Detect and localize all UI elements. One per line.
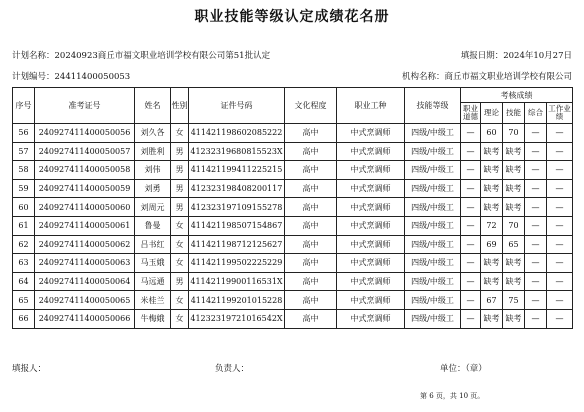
cell-work: — — [547, 291, 573, 310]
cell-overall: — — [525, 179, 547, 198]
table-row — [13, 235, 573, 254]
fill-date: 填报日期：2024年10月27日 — [460, 51, 572, 61]
cell-theory: 缺考 — [481, 142, 503, 161]
cell-job: 中式烹调师 — [337, 161, 405, 180]
cell-name: 牛梅娥 — [135, 309, 171, 328]
cell-theory: 60 — [481, 124, 503, 143]
cell-theory: 67 — [481, 291, 503, 310]
cell-name: 刘周元 — [135, 198, 171, 217]
cell-seq: 61 — [13, 216, 35, 235]
cell-edu: 高中 — [285, 198, 337, 217]
cell-level: 四级/中级工 — [405, 291, 461, 310]
cell-name: 刘勇 — [135, 179, 171, 198]
cell-job: 中式烹调师 — [337, 235, 405, 254]
cell-job: 中式烹调师 — [337, 291, 405, 310]
cell-edu: 高中 — [285, 179, 337, 198]
cell-theory: 缺考 — [481, 309, 503, 328]
table-row — [13, 272, 573, 291]
cell-edu: 高中 — [285, 235, 337, 254]
table-row — [13, 179, 573, 198]
cell-id: 411421199502225229 — [189, 254, 285, 273]
cell-level: 四级/中级工 — [405, 216, 461, 235]
cell-work: — — [547, 142, 573, 161]
cell-ethics: — — [461, 179, 481, 198]
cell-level: 四级/中级工 — [405, 179, 461, 198]
cell-ethics: — — [461, 142, 481, 161]
cell-seq: 66 — [13, 309, 35, 328]
cell-ethics: — — [461, 161, 481, 180]
cell-work: — — [547, 272, 573, 291]
cell-seq: 64 — [13, 272, 35, 291]
cell-theory: 72 — [481, 216, 503, 235]
cell-name: 马玉娥 — [135, 254, 171, 273]
cell-edu: 高中 — [285, 309, 337, 328]
cell-id: 411421198712125627 — [189, 235, 285, 254]
cell-gender: 女 — [171, 254, 189, 273]
table-row — [13, 142, 573, 161]
cell-skill: 缺考 — [503, 142, 525, 161]
cell-id: 41142119900116531X — [189, 272, 285, 291]
cell-id: 411421199411225215 — [189, 161, 285, 180]
cell-gender: 男 — [171, 142, 189, 161]
cell-edu: 高中 — [285, 142, 337, 161]
cell-ticket: 240927411400050058 — [35, 161, 135, 180]
cell-work: — — [547, 161, 573, 180]
header-ethics: 职业道德 — [461, 103, 481, 124]
cell-ticket: 240927411400050064 — [35, 272, 135, 291]
header-row-top — [13, 88, 573, 103]
table-row — [13, 124, 573, 143]
cell-work: — — [547, 235, 573, 254]
header-work: 工作业绩 — [547, 103, 573, 124]
cell-gender: 女 — [171, 235, 189, 254]
cell-name: 米桂兰 — [135, 291, 171, 310]
cell-edu: 高中 — [285, 124, 337, 143]
cell-ticket: 240927411400050060 — [35, 198, 135, 217]
cell-job: 中式烹调师 — [337, 216, 405, 235]
cell-level: 四级/中级工 — [405, 161, 461, 180]
cell-work: — — [547, 124, 573, 143]
cell-id: 411421198602085222 — [189, 124, 285, 143]
cell-id: 411421198507154867 — [189, 216, 285, 235]
page-title: 职业技能等级认定成绩花名册 — [194, 9, 390, 25]
cell-overall: — — [525, 124, 547, 143]
cell-theory: 缺考 — [481, 161, 503, 180]
cell-job: 中式烹调师 — [337, 309, 405, 328]
cell-ethics: — — [461, 198, 481, 217]
cell-overall: — — [525, 198, 547, 217]
cell-name: 马远通 — [135, 272, 171, 291]
header-id: 证件号码 — [189, 88, 285, 124]
cell-level: 四级/中级工 — [405, 142, 461, 161]
header-seq: 序号 — [13, 88, 35, 124]
cell-seq: 58 — [13, 161, 35, 180]
cell-id: 412323198408200117 — [189, 179, 285, 198]
table-row — [13, 291, 573, 310]
filler-label: 填报人： — [12, 364, 47, 374]
cell-id: 41232319680815523X — [189, 142, 285, 161]
cell-seq: 56 — [13, 124, 35, 143]
table-row — [13, 161, 573, 180]
cell-level: 四级/中级工 — [405, 235, 461, 254]
header-education: 文化程度 — [285, 88, 337, 124]
cell-job: 中式烹调师 — [337, 124, 405, 143]
cell-gender: 女 — [171, 291, 189, 310]
plan-name: 计划名称：20240923商丘市福文职业培训学校有限公司第51批认定 — [12, 51, 271, 61]
cell-level: 四级/中级工 — [405, 124, 461, 143]
cell-name: 刘胜利 — [135, 142, 171, 161]
cell-ethics: — — [461, 254, 481, 273]
cell-ticket: 240927411400050056 — [35, 124, 135, 143]
cell-id: 41232319721016542X — [189, 309, 285, 328]
unit-seal-label: 单位：（章） — [440, 364, 487, 374]
cell-seq: 57 — [13, 142, 35, 161]
cell-name: 刘久各 — [135, 124, 171, 143]
cell-job: 中式烹调师 — [337, 142, 405, 161]
cell-overall: — — [525, 272, 547, 291]
cell-work: — — [547, 198, 573, 217]
cell-edu: 高中 — [285, 291, 337, 310]
page-number: 第 6 页，共 10 页。 — [420, 392, 485, 400]
cell-ethics: — — [461, 124, 481, 143]
cell-gender: 男 — [171, 272, 189, 291]
cell-work: — — [547, 309, 573, 328]
header-name: 姓名 — [135, 88, 171, 124]
cell-overall: — — [525, 291, 547, 310]
table-row — [13, 198, 573, 217]
cell-ticket: 240927411400050063 — [35, 254, 135, 273]
cell-theory: 缺考 — [481, 179, 503, 198]
cell-id: 412323197109155278 — [189, 198, 285, 217]
cell-skill: 75 — [503, 291, 525, 310]
cell-skill: 65 — [503, 235, 525, 254]
cell-seq: 60 — [13, 198, 35, 217]
header-scores: 考核成绩 — [461, 88, 573, 103]
header-gender: 性别 — [171, 88, 189, 124]
cell-work: — — [547, 179, 573, 198]
cell-ticket: 240927411400050065 — [35, 291, 135, 310]
cell-seq: 59 — [13, 179, 35, 198]
cell-overall: — — [525, 235, 547, 254]
cell-skill: 缺考 — [503, 161, 525, 180]
cell-gender: 女 — [171, 216, 189, 235]
cell-edu: 高中 — [285, 272, 337, 291]
header-job: 职业工种 — [337, 88, 405, 124]
cell-gender: 男 — [171, 198, 189, 217]
cell-ticket: 240927411400050061 — [35, 216, 135, 235]
cell-ethics: — — [461, 309, 481, 328]
cell-ticket: 240927411400050057 — [35, 142, 135, 161]
cell-gender: 女 — [171, 309, 189, 328]
cell-overall: — — [525, 161, 547, 180]
cell-skill: 70 — [503, 124, 525, 143]
cell-seq: 63 — [13, 254, 35, 273]
cell-gender: 女 — [171, 124, 189, 143]
cell-overall: — — [525, 142, 547, 161]
header-theory: 理论 — [481, 103, 503, 124]
table-row — [13, 216, 573, 235]
cell-skill: 70 — [503, 216, 525, 235]
header-ticket: 准考证号 — [35, 88, 135, 124]
plan-number: 计划编号：24411400050053 — [12, 72, 131, 82]
table-row — [13, 309, 573, 328]
cell-seq: 62 — [13, 235, 35, 254]
cell-ticket: 240927411400050059 — [35, 179, 135, 198]
cell-id: 411421199201015228 — [189, 291, 285, 310]
cell-ethics: — — [461, 216, 481, 235]
cell-ticket: 240927411400050066 — [35, 309, 135, 328]
cell-gender: 男 — [171, 179, 189, 198]
cell-work: — — [547, 216, 573, 235]
cell-edu: 高中 — [285, 254, 337, 273]
cell-theory: 缺考 — [481, 254, 503, 273]
cell-level: 四级/中级工 — [405, 309, 461, 328]
cell-level: 四级/中级工 — [405, 272, 461, 291]
cell-overall: — — [525, 309, 547, 328]
cell-skill: 缺考 — [503, 272, 525, 291]
table-row — [13, 254, 573, 273]
cell-skill: 缺考 — [503, 254, 525, 273]
cell-seq: 65 — [13, 291, 35, 310]
cell-edu: 高中 — [285, 161, 337, 180]
cell-theory: 缺考 — [481, 272, 503, 291]
cell-overall: — — [525, 216, 547, 235]
organization-name: 机构名称：商丘市福文职业培训学校有限公司 — [401, 72, 572, 82]
header-level: 技能等级 — [405, 88, 461, 124]
cell-name: 吕书红 — [135, 235, 171, 254]
responsible-label: 负责人： — [215, 364, 250, 374]
cell-theory: 缺考 — [481, 198, 503, 217]
header-overall: 综合 — [525, 103, 547, 124]
cell-name: 刘伟 — [135, 161, 171, 180]
cell-ethics: — — [461, 235, 481, 254]
cell-skill: 缺考 — [503, 179, 525, 198]
cell-edu: 高中 — [285, 216, 337, 235]
score-table — [12, 87, 573, 329]
cell-ethics: — — [461, 291, 481, 310]
cell-job: 中式烹调师 — [337, 254, 405, 273]
cell-job: 中式烹调师 — [337, 272, 405, 291]
cell-overall: — — [525, 254, 547, 273]
cell-gender: 男 — [171, 161, 189, 180]
cell-name: 鲁曼 — [135, 216, 171, 235]
cell-job: 中式烹调师 — [337, 179, 405, 198]
cell-work: — — [547, 254, 573, 273]
cell-level: 四级/中级工 — [405, 254, 461, 273]
cell-level: 四级/中级工 — [405, 198, 461, 217]
cell-theory: 69 — [481, 235, 503, 254]
header-skill: 技能 — [503, 103, 525, 124]
cell-ticket: 240927411400050062 — [35, 235, 135, 254]
cell-job: 中式烹调师 — [337, 198, 405, 217]
cell-ethics: — — [461, 272, 481, 291]
cell-skill: 缺考 — [503, 198, 525, 217]
cell-skill: 缺考 — [503, 309, 525, 328]
